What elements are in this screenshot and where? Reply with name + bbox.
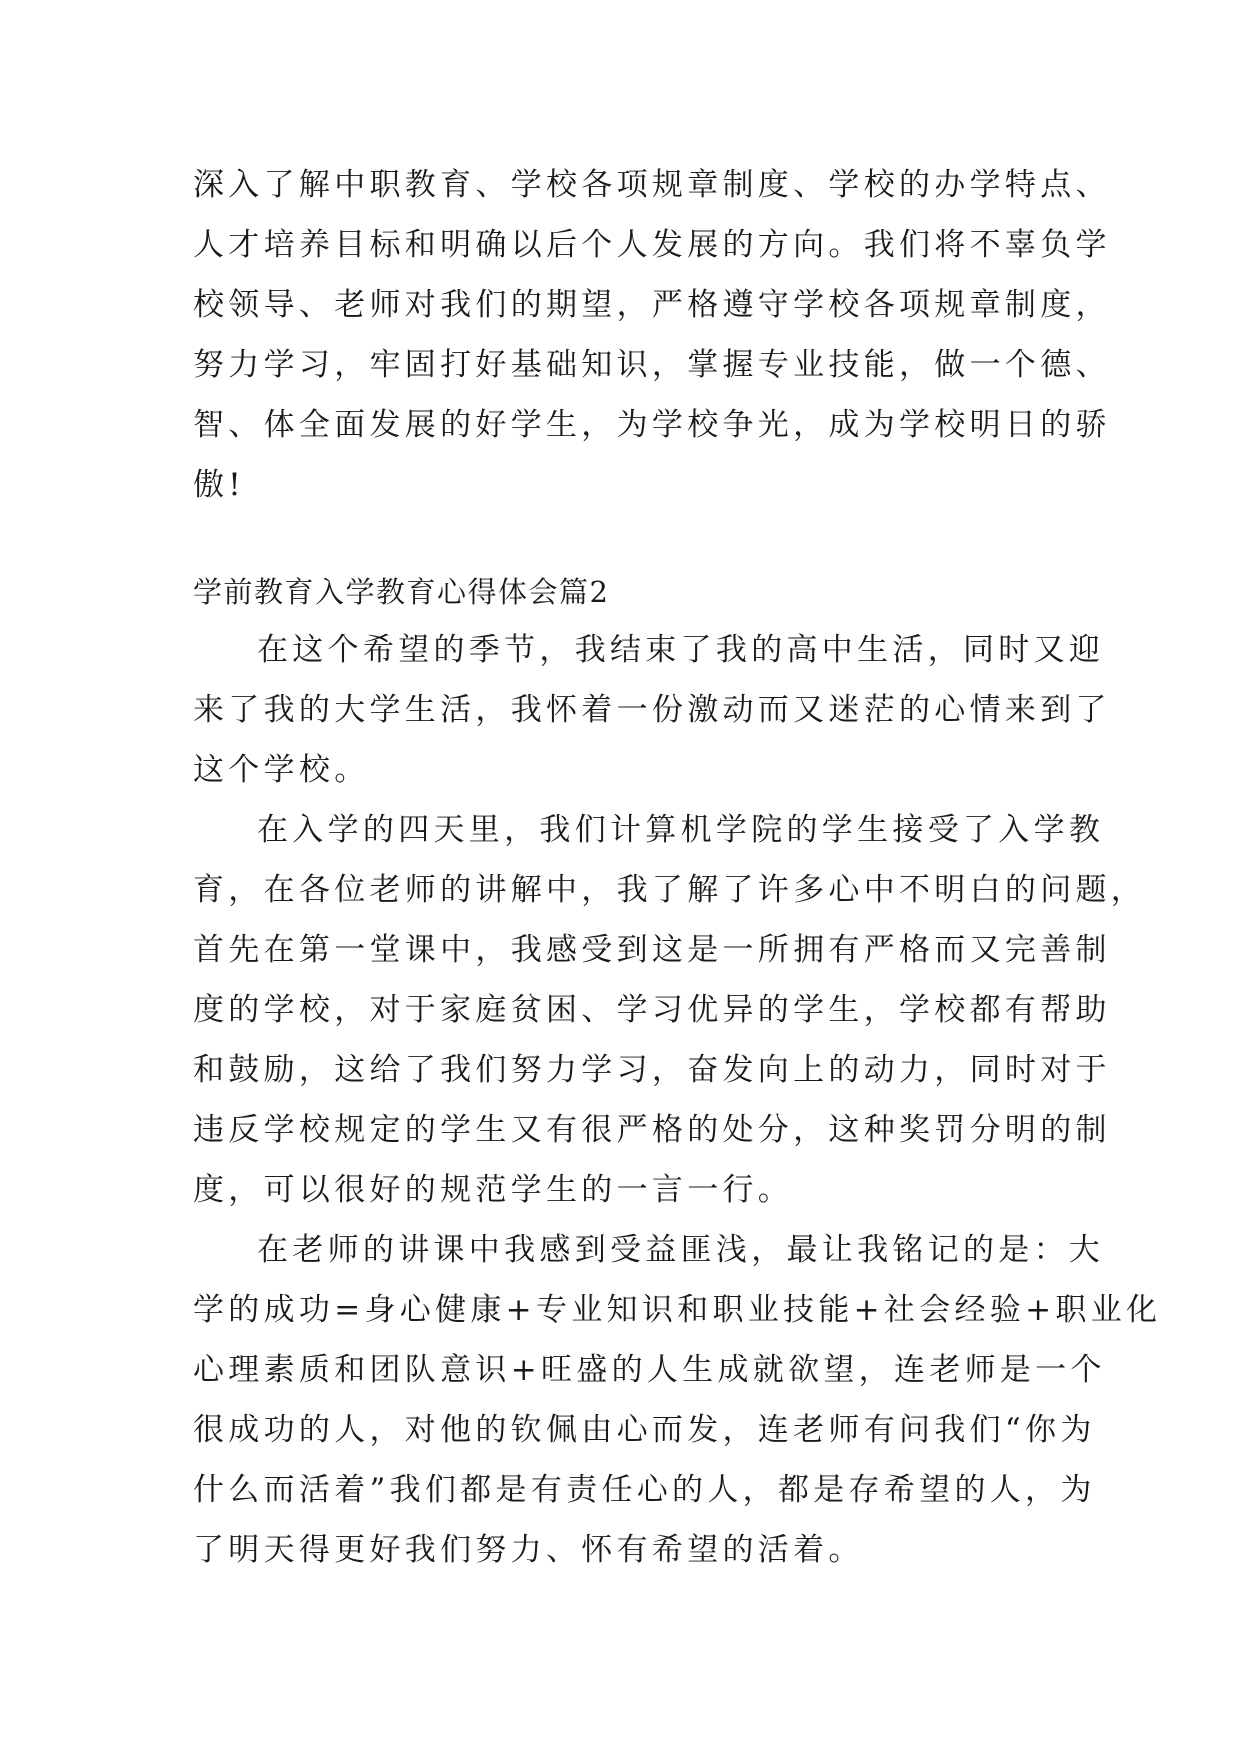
text-line: 心理素质和团队意识+旺盛的人生成就欲望，连老师是一个 (193, 1352, 1106, 1388)
text-line: 人才培养目标和明确以后个人发展的方向。我们将不辜负学 (193, 227, 1111, 263)
text-line: 度，可以很好的规范学生的一言一行。 (193, 1172, 794, 1208)
text-line: 违反学校规定的学生又有很严格的处分，这种奖罚分明的制 (193, 1112, 1111, 1148)
text-line: 在老师的讲课中我感到受益匪浅，最让我铭记的是：大 (257, 1232, 1105, 1268)
text-line: 智、体全面发展的好学生，为学校争光，成为学校明日的骄 (193, 407, 1111, 443)
text-line: 这个学校。 (193, 752, 370, 788)
text-line: 和鼓励，这给了我们努力学习，奋发向上的动力，同时对于 (193, 1052, 1111, 1088)
text-line: 首先在第一堂课中，我感受到这是一所拥有严格而又完善制 (193, 932, 1111, 968)
text-line: 了明天得更好我们努力、怀有希望的活着。 (193, 1532, 864, 1568)
text-line: 什么而活着”我们都是有责任心的人，都是存希望的人，为 (193, 1472, 1096, 1508)
text-line: 深入了解中职教育、学校各项规章制度、学校的办学特点、 (193, 167, 1111, 203)
section-heading: 学前教育入学教育心得体会篇2 (193, 575, 610, 609)
text-line: 来了我的大学生活，我怀着一份激动而又迷茫的心情来到了 (193, 692, 1111, 728)
text-line: 傲! (193, 467, 246, 503)
text-line: 校领导、老师对我们的期望，严格遵守学校各项规章制度， (193, 287, 1111, 323)
text-line: 在这个希望的季节，我结束了我的高中生活，同时又迎 (257, 632, 1105, 668)
text-line: 很成功的人，对他的钦佩由心而发，连老师有问我们“你为 (193, 1412, 1096, 1448)
text-line: 育，在各位老师的讲解中，我了解了许多心中不明白的问题， (193, 872, 1147, 908)
text-line: 学的成功=身心健康+专业知识和职业技能+社会经验+职业化 (193, 1292, 1162, 1328)
text-line: 在入学的四天里，我们计算机学院的学生接受了入学教 (257, 812, 1105, 848)
text-line: 努力学习，牢固打好基础知识，掌握专业技能，做一个德、 (193, 347, 1111, 383)
text-line: 度的学校，对于家庭贫困、学习优异的学生，学校都有帮助 (193, 992, 1111, 1028)
